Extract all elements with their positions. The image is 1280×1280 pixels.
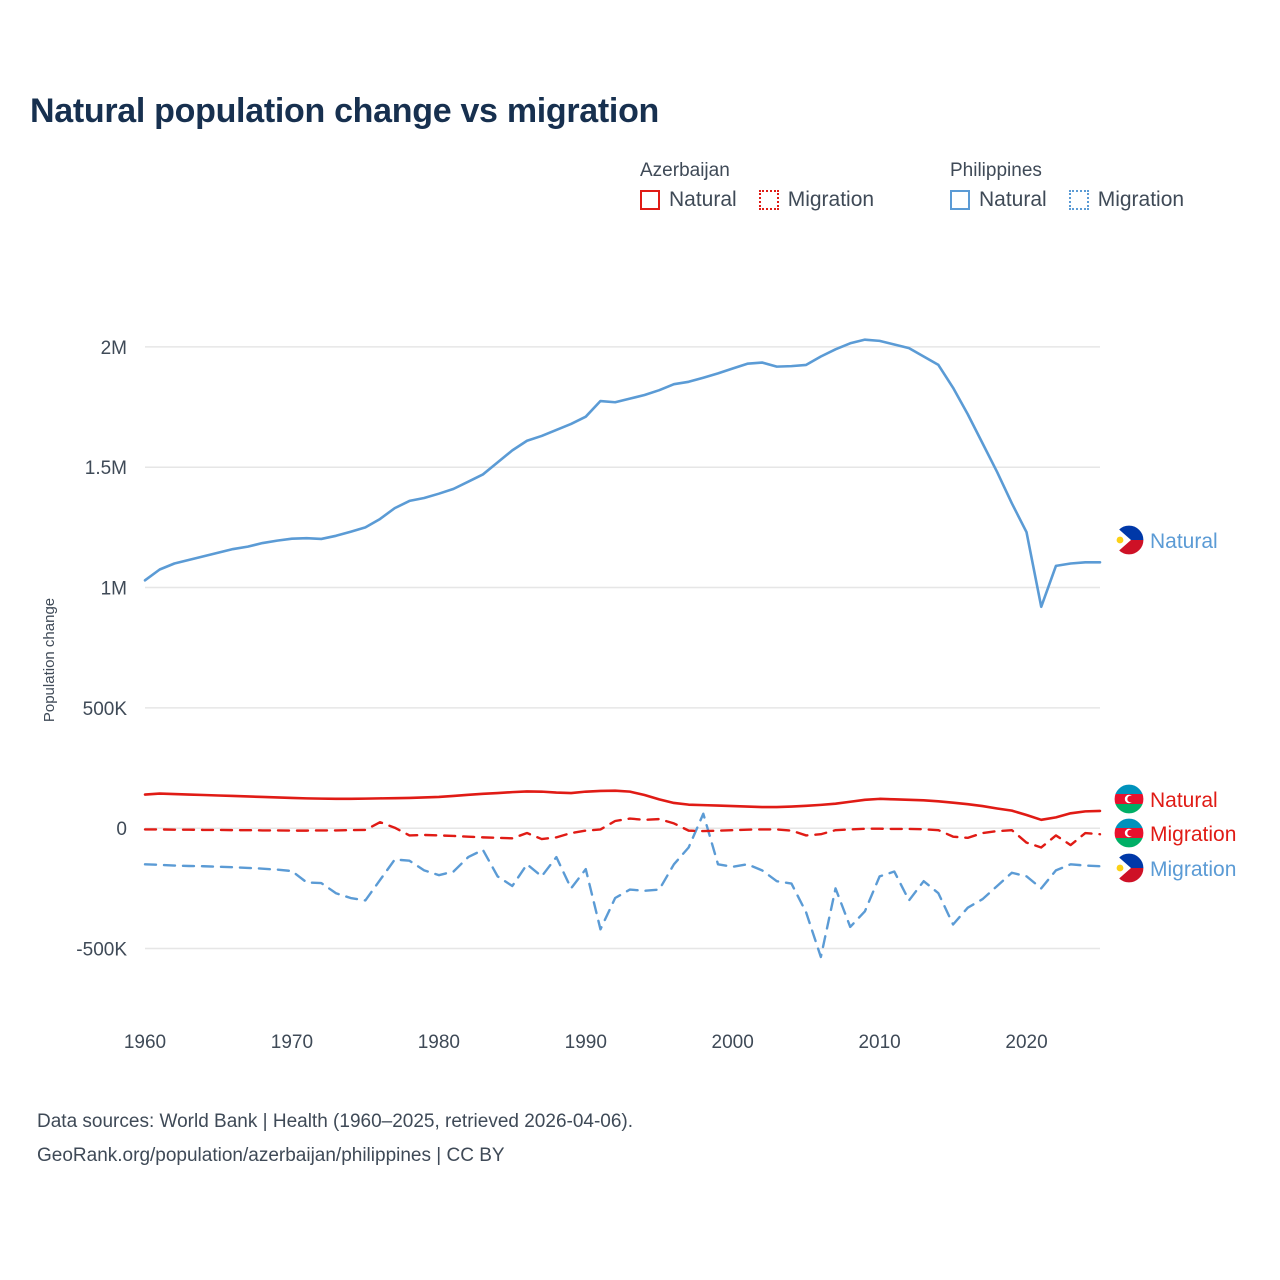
series-end-label: Natural xyxy=(1150,530,1218,553)
x-tick-label: 1980 xyxy=(417,1032,460,1053)
chart-footer xyxy=(37,1105,633,1173)
y-tick-label: -500K xyxy=(76,939,127,961)
chart-end-labels xyxy=(1114,525,1236,883)
x-tick-label: 1990 xyxy=(564,1032,607,1053)
series-line xyxy=(145,340,1100,607)
x-tick-label: 1970 xyxy=(270,1032,314,1053)
y-axis-title: Population change xyxy=(41,597,58,723)
page-title: Natural population change vs migration xyxy=(30,92,660,130)
philippines-flag-icon xyxy=(1114,853,1144,883)
x-tick-label: 2000 xyxy=(711,1032,754,1053)
y-tick-label: 500K xyxy=(82,698,127,720)
y-tick-label: 1.5M xyxy=(84,458,127,480)
x-tick-label: 2010 xyxy=(858,1032,901,1053)
footer-line-1: Data sources: World Bank | Health (1960–2025, retrieved 2026-04-06). xyxy=(37,1111,634,1132)
series-end-label: Migration xyxy=(1150,823,1237,846)
legend-item-label: Natural xyxy=(979,188,1047,211)
x-tick-label: 1960 xyxy=(123,1032,167,1053)
x-tick-label: 2020 xyxy=(1005,1032,1048,1053)
legend-item-label: Migration xyxy=(1097,188,1185,211)
series-line xyxy=(145,819,1100,848)
chart-y-tick-labels xyxy=(76,338,127,961)
azerbaijan-flag-icon xyxy=(1114,784,1144,814)
series-end-label: Migration xyxy=(1150,858,1237,881)
legend-group-title: Azerbaijan xyxy=(640,160,730,181)
legend-item-label: Natural xyxy=(669,188,737,211)
y-tick-label: 1M xyxy=(100,578,127,600)
legend-item-label: Migration xyxy=(787,188,875,211)
azerbaijan-flag-icon xyxy=(1114,818,1144,848)
chart-x-tick-labels xyxy=(124,1032,1048,1053)
chart-series xyxy=(145,340,1100,957)
footer-line-2: GeoRank.org/population/azerbaijan/philippines | CC BY xyxy=(37,1145,505,1166)
philippines-flag-icon xyxy=(1114,525,1144,555)
series-line xyxy=(145,791,1100,820)
y-tick-label: 0 xyxy=(116,819,127,841)
chart-gridlines xyxy=(145,347,1100,949)
y-tick-label: 2M xyxy=(100,337,127,359)
series-line xyxy=(145,814,1100,957)
legend-group-title: Philippines xyxy=(950,160,1042,181)
series-end-label: Natural xyxy=(1150,789,1218,812)
